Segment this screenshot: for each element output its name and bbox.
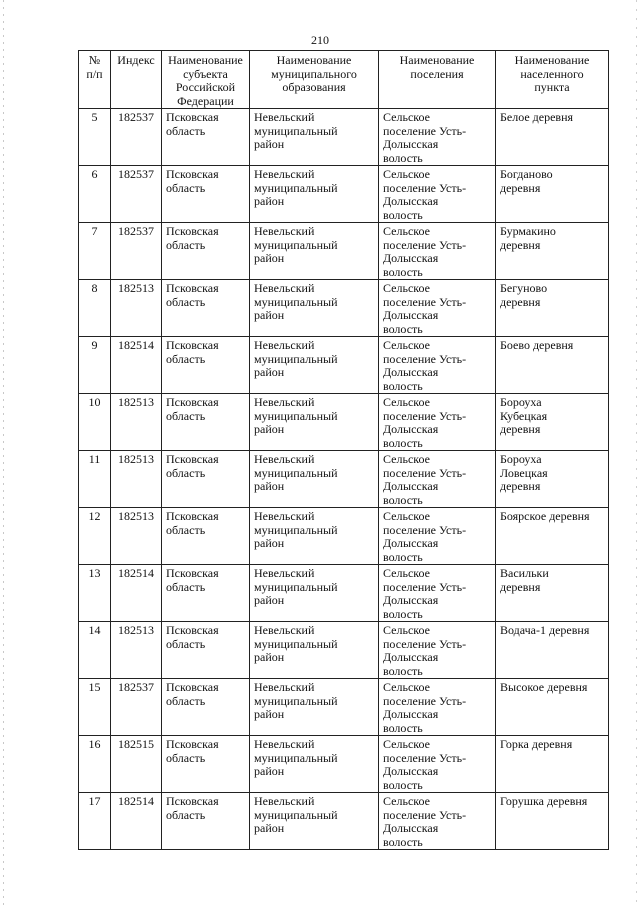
table-row (79, 565, 609, 622)
cell-settlement: Сельское поселение Усть- Долысская волость (379, 280, 496, 337)
table-row (79, 679, 609, 736)
header-number: № п/п (79, 51, 111, 109)
cell-municipality: Невельский муниципальный район (250, 394, 379, 451)
cell-municipality: Невельский муниципальный район (250, 337, 379, 394)
cell-number: 17 (79, 793, 111, 850)
cell-locality: Горка деревня (496, 736, 609, 793)
header-index: Индекс (111, 51, 162, 109)
cell-locality: Бороуха Ловецкая деревня (496, 451, 609, 508)
cell-index: 182515 (111, 736, 162, 793)
cell-index: 182537 (111, 223, 162, 280)
cell-municipality: Невельский муниципальный район (250, 280, 379, 337)
cell-subject: Псковская область (162, 337, 250, 394)
cell-municipality: Невельский муниципальный район (250, 451, 379, 508)
page-number: 210 (311, 33, 329, 47)
cell-subject: Псковская область (162, 508, 250, 565)
table-row (79, 280, 609, 337)
cell-settlement: Сельское поселение Усть- Долысская волость (379, 793, 496, 850)
cell-number: 5 (79, 109, 111, 166)
cell-index: 182513 (111, 280, 162, 337)
cell-settlement: Сельское поселение Усть- Долысская волость (379, 736, 496, 793)
cell-subject: Псковская область (162, 736, 250, 793)
cell-locality: Боярское деревня (496, 508, 609, 565)
cell-settlement: Сельское поселение Усть- Долысская волость (379, 166, 496, 223)
cell-number: 16 (79, 736, 111, 793)
cell-number: 15 (79, 679, 111, 736)
cell-index: 182514 (111, 565, 162, 622)
cell-municipality: Невельский муниципальный район (250, 622, 379, 679)
cell-number: 11 (79, 451, 111, 508)
cell-subject: Псковская область (162, 565, 250, 622)
cell-number: 13 (79, 565, 111, 622)
cell-locality: Богданово деревня (496, 166, 609, 223)
table-row (79, 508, 609, 565)
cell-number: 6 (79, 166, 111, 223)
table-row (79, 223, 609, 280)
settlements-table (78, 50, 609, 850)
cell-number: 10 (79, 394, 111, 451)
cell-subject: Псковская область (162, 793, 250, 850)
cell-municipality: Невельский муниципальный район (250, 736, 379, 793)
cell-settlement: Сельское поселение Усть- Долысская волость (379, 679, 496, 736)
cell-settlement: Сельское поселение Усть- Долысская волость (379, 223, 496, 280)
cell-locality: Водача-1 деревня (496, 622, 609, 679)
table-row (79, 109, 609, 166)
cell-settlement: Сельское поселение Усть- Долысская волость (379, 451, 496, 508)
cell-settlement: Сельское поселение Усть- Долысская волость (379, 508, 496, 565)
cell-index: 182514 (111, 337, 162, 394)
header-municipality: Наименование муниципального образования (250, 51, 379, 109)
cell-settlement: Сельское поселение Усть- Долысская волость (379, 394, 496, 451)
cell-number: 14 (79, 622, 111, 679)
cell-index: 182537 (111, 109, 162, 166)
cell-municipality: Невельский муниципальный район (250, 166, 379, 223)
cell-index: 182537 (111, 166, 162, 223)
cell-settlement: Сельское поселение Усть- Долысская волость (379, 337, 496, 394)
cell-locality: Бегуново деревня (496, 280, 609, 337)
cell-municipality: Невельский муниципальный район (250, 793, 379, 850)
cell-index: 182513 (111, 394, 162, 451)
cell-municipality: Невельский муниципальный район (250, 565, 379, 622)
table-row (79, 451, 609, 508)
cell-locality: Бороуха Кубецкая деревня (496, 394, 609, 451)
cell-index: 182537 (111, 679, 162, 736)
cell-index: 182513 (111, 508, 162, 565)
table-header-row (79, 51, 609, 109)
table-row (79, 622, 609, 679)
cell-subject: Псковская область (162, 394, 250, 451)
table-row (79, 337, 609, 394)
table-row (79, 394, 609, 451)
cell-subject: Псковская область (162, 109, 250, 166)
cell-subject: Псковская область (162, 451, 250, 508)
cell-locality: Бурмакино деревня (496, 223, 609, 280)
cell-locality: Высокое деревня (496, 679, 609, 736)
table-row (79, 166, 609, 223)
cell-locality: Белое деревня (496, 109, 609, 166)
cell-municipality: Невельский муниципальный район (250, 508, 379, 565)
header-subject: Наименование субъекта Российской Федерации (162, 51, 250, 109)
cell-subject: Псковская область (162, 166, 250, 223)
cell-subject: Псковская область (162, 280, 250, 337)
cell-subject: Псковская область (162, 679, 250, 736)
table-body (79, 109, 609, 850)
cell-number: 9 (79, 337, 111, 394)
cell-locality: Васильки деревня (496, 565, 609, 622)
scan-edge-left (3, 0, 4, 905)
cell-municipality: Невельский муниципальный район (250, 679, 379, 736)
cell-settlement: Сельское поселение Усть- Долысская волость (379, 622, 496, 679)
cell-municipality: Невельский муниципальный район (250, 223, 379, 280)
table-row (79, 793, 609, 850)
cell-subject: Псковская область (162, 223, 250, 280)
cell-locality: Горушка деревня (496, 793, 609, 850)
cell-index: 182513 (111, 622, 162, 679)
cell-number: 8 (79, 280, 111, 337)
cell-number: 7 (79, 223, 111, 280)
table-row (79, 736, 609, 793)
cell-settlement: Сельское поселение Усть- Долысская волость (379, 109, 496, 166)
header-settlement: Наименование поселения (379, 51, 496, 109)
cell-subject: Псковская область (162, 622, 250, 679)
cell-locality: Боево деревня (496, 337, 609, 394)
cell-municipality: Невельский муниципальный район (250, 109, 379, 166)
scan-edge-right (636, 0, 637, 905)
cell-index: 182513 (111, 451, 162, 508)
header-locality: Наименование населенного пункта (496, 51, 609, 109)
cell-number: 12 (79, 508, 111, 565)
cell-settlement: Сельское поселение Усть- Долысская волость (379, 565, 496, 622)
cell-index: 182514 (111, 793, 162, 850)
